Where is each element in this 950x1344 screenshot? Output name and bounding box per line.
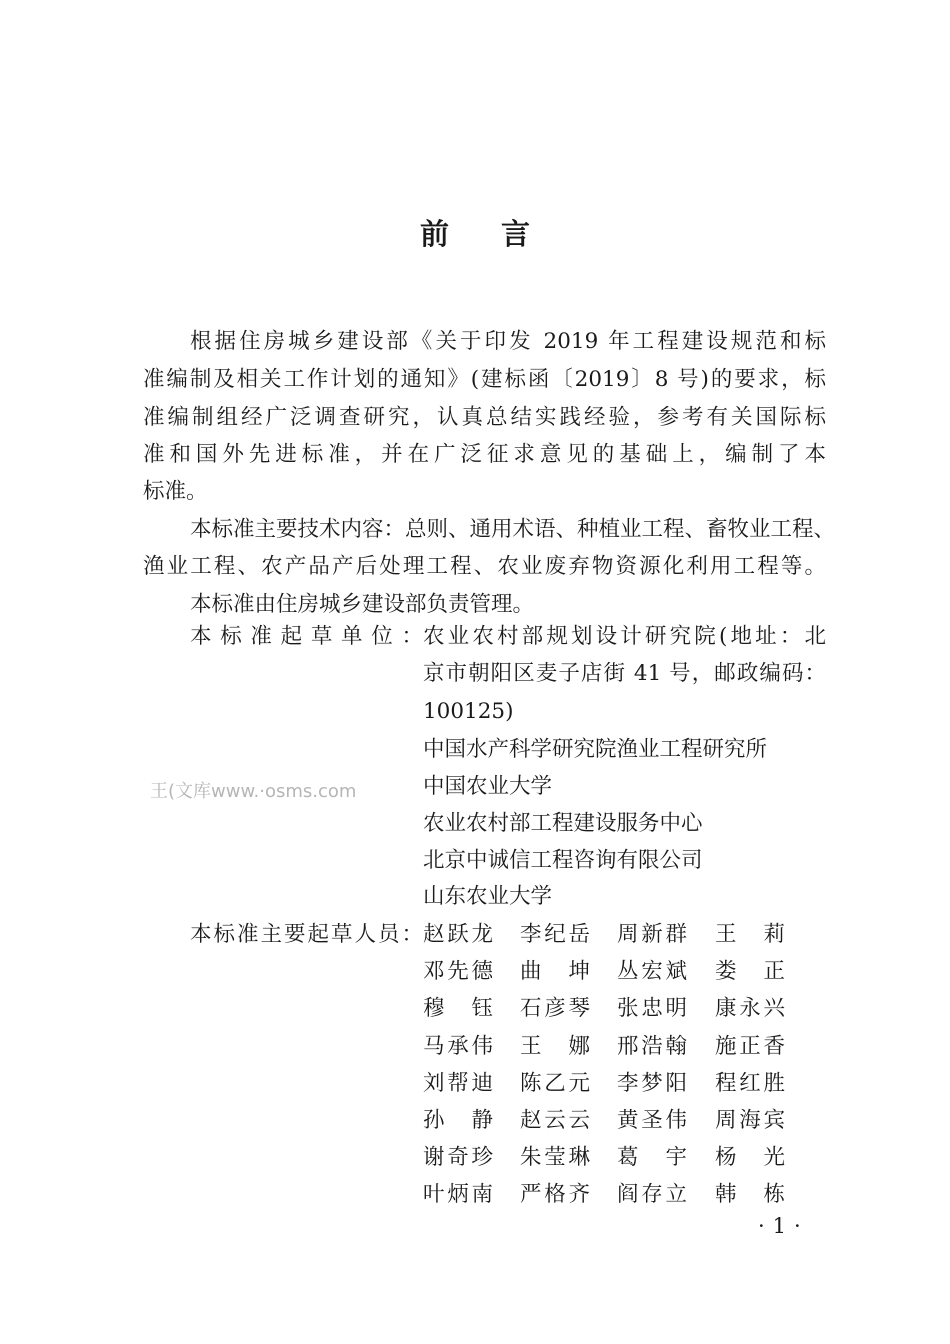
drafting-unit-line: 100125) bbox=[423, 699, 514, 724]
watermark: 王(文库www.·osms.com bbox=[150, 781, 357, 802]
body-line: 根据住房城乡建设部《关于印发 2019 年工程建设规范和标 bbox=[190, 329, 826, 354]
drafter-name: 赵云云 bbox=[520, 1108, 590, 1133]
drafter-name: 阎存立 bbox=[617, 1182, 687, 1208]
drafter-name: 韩 栋 bbox=[715, 1182, 785, 1208]
drafter-name: 穆 钰 bbox=[423, 996, 493, 1022]
drafting-unit-line: 北京中诚信工程咨询有限公司 bbox=[423, 848, 703, 873]
drafter-name: 施正香 bbox=[715, 1033, 785, 1059]
drafter-name: 葛 宇 bbox=[617, 1145, 687, 1171]
body-line: 准编制及相关工作计划的通知》(建标函〔2019〕8 号)的要求，标 bbox=[143, 367, 826, 392]
drafter-name: 马承伟 bbox=[423, 1033, 493, 1059]
drafter-name: 娄 正 bbox=[715, 959, 785, 985]
drafter-name: 严格齐 bbox=[520, 1182, 590, 1208]
drafting-units-label: 本标准起草单位： bbox=[190, 624, 423, 649]
drafter-name: 周海宾 bbox=[715, 1108, 785, 1133]
drafter-name: 叶炳南 bbox=[423, 1182, 493, 1208]
body-line: 本标准主要技术内容：总则、通用术语、种植业工程、畜牧业工程、 bbox=[190, 517, 836, 542]
drafter-name: 程红胜 bbox=[715, 1070, 785, 1096]
drafter-name: 王 娜 bbox=[520, 1033, 590, 1059]
body-line: 准和国外先进标准，并在广泛征求意见的基础上，编制了本 bbox=[143, 442, 826, 467]
drafting-unit-line: 京市朝阳区麦子店街 41 号，邮政编码： bbox=[423, 661, 826, 686]
drafter-name: 周新群 bbox=[617, 922, 687, 947]
page-number: ·1· bbox=[758, 1214, 809, 1238]
drafter-name: 康永兴 bbox=[715, 996, 785, 1022]
drafter-name: 刘帮迪 bbox=[423, 1070, 493, 1096]
body-line: 渔业工程、农产品产后处理工程、农业废弃物资源化利用工程等。 bbox=[143, 554, 826, 579]
drafter-name: 杨 光 bbox=[715, 1145, 785, 1171]
page-title: 前言 bbox=[419, 217, 582, 251]
drafter-name: 王 莉 bbox=[715, 922, 785, 947]
drafter-name: 石彦琴 bbox=[520, 996, 590, 1022]
drafter-name: 孙 静 bbox=[423, 1108, 493, 1133]
drafter-name: 赵跃龙 bbox=[423, 922, 493, 947]
drafter-name: 朱莹琳 bbox=[520, 1145, 590, 1171]
drafter-name: 黄圣伟 bbox=[617, 1108, 687, 1133]
drafting-unit-line: 山东农业大学 bbox=[423, 884, 553, 909]
drafter-name: 李纪岳 bbox=[520, 922, 590, 947]
body-line: 标准。 bbox=[143, 479, 208, 504]
drafter-name: 张忠明 bbox=[617, 996, 687, 1022]
drafter-name: 谢奇珍 bbox=[423, 1145, 493, 1171]
drafting-unit-line: 中国水产科学研究院渔业工程研究所 bbox=[423, 737, 768, 762]
drafting-unit-line: 中国农业大学 bbox=[423, 774, 553, 799]
drafter-name: 邓先德 bbox=[423, 959, 493, 985]
drafter-name: 陈乙元 bbox=[520, 1070, 590, 1096]
body-line: 准编制组经广泛调查研究，认真总结实践经验，参考有关国际标 bbox=[143, 405, 826, 430]
drafter-name: 丛宏斌 bbox=[617, 959, 687, 985]
drafters-label: 本标准主要起草人员： bbox=[190, 922, 423, 947]
drafter-name: 邢浩翰 bbox=[617, 1033, 687, 1059]
drafter-name: 李梦阳 bbox=[617, 1070, 687, 1096]
drafting-unit-line: 农业农村部工程建设服务中心 bbox=[423, 811, 703, 836]
drafter-name: 曲 坤 bbox=[520, 959, 590, 985]
body-line: 本标准由住房城乡建设部负责管理。 bbox=[190, 592, 535, 617]
drafting-unit-line: 农业农村部规划设计研究院(地址：北 bbox=[423, 624, 826, 649]
